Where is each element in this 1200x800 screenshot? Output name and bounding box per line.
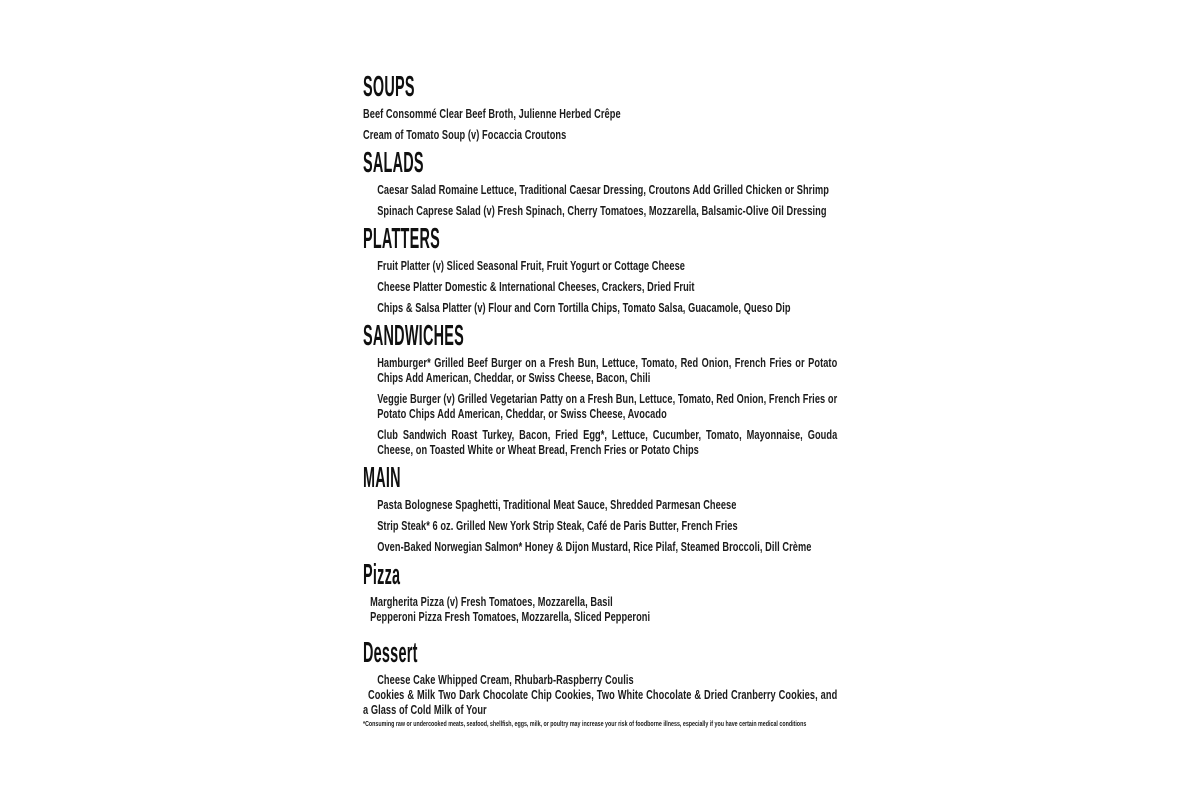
menu-item-pasta-bolognese: Pasta Bolognese Spaghetti, Traditional Meat Sauce, Shredded Parmesan Cheese bbox=[377, 497, 737, 512]
section-title-pizza: Pizza bbox=[363, 559, 401, 591]
consumer-advisory-footnote: *Consuming raw or undercooked meats, seafood, shellfish, eggs, milk, or poultry may increase your risk of foodborne illness, especially if you have certain medical conditions bbox=[363, 719, 807, 728]
menu-item-beef-consomme: Beef Consommé Clear Beef Broth, Julienne Herbed Crêpe bbox=[363, 106, 621, 121]
section-title-sandwiches: SANDWICHES bbox=[363, 320, 464, 352]
menu-column bbox=[363, 72, 837, 736]
section-title-soups: SOUPS bbox=[363, 71, 415, 103]
menu-item-chips-salsa-platter: Chips & Salsa Platter (v) Flour and Corn Tortilla Chips, Tomato Salsa, Guacamole, Queso Dip bbox=[377, 300, 791, 315]
section-dessert bbox=[363, 638, 837, 717]
menu-item-hamburger: Hamburger* Grilled Beef Burger on a Fresh Bun, Lettuce, Tomato, Red Onion, French Fries or Potato Chips Add American, Cheddar, or Swiss Cheese, Bacon, Chili bbox=[377, 355, 838, 385]
menu-item-salmon: Oven-Baked Norwegian Salmon* Honey & Dijon Mustard, Rice Pilaf, Steamed Broccoli, Dill Crème bbox=[377, 539, 812, 554]
menu-item-veggie-burger: Veggie Burger (v) Grilled Vegetarian Patty on a Fresh Bun, Lettuce, Tomato, Red Onion, French Fries or Potato Chips Add American, Cheddar, or Swiss Cheese, Avocado bbox=[377, 391, 838, 421]
menu-item-cheese-platter: Cheese Platter Domestic & International Cheeses, Crackers, Dried Fruit bbox=[377, 279, 695, 294]
menu-item-caesar-salad: Caesar Salad Romaine Lettuce, Traditional Caesar Dressing, Croutons Add Grilled Chicken or Shrimp bbox=[377, 182, 829, 197]
section-title-dessert: Dessert bbox=[363, 637, 418, 669]
menu-item-tomato-soup: Cream of Tomato Soup (v) Focaccia Croutons bbox=[363, 127, 567, 142]
menu-item-club-sandwich: Club Sandwich Roast Turkey, Bacon, Fried Egg*, Lettuce, Cucumber, Tomato, Mayonnaise, Gouda Cheese, on Toasted White or Wheat Bread, French Fries or Potato Chips bbox=[377, 427, 838, 457]
menu-item-margherita-pizza: Margherita Pizza (v) Fresh Tomatoes, Mozzarella, Basil bbox=[370, 594, 613, 609]
section-pizza bbox=[363, 560, 837, 624]
section-sandwiches bbox=[363, 321, 837, 457]
section-title-main: MAIN bbox=[363, 462, 401, 494]
section-title-platters: PLATTERS bbox=[363, 223, 440, 255]
menu-item-cheese-cake: Cheese Cake Whipped Cream, Rhubarb-Raspberry Coulis bbox=[377, 672, 634, 687]
menu-item-cookies-milk: Cookies & Milk Two Dark Chocolate Chip Cookies, Two White Chocolate & Dried Cranberry Cookies, and a Glass of Cold Milk of Your bbox=[363, 687, 838, 717]
section-platters bbox=[363, 224, 837, 315]
menu-item-spinach-caprese: Spinach Caprese Salad (v) Fresh Spinach, Cherry Tomatoes, Mozzarella, Balsamic-Olive Oil Dressing bbox=[377, 203, 827, 218]
section-title-salads: SALADS bbox=[363, 147, 424, 179]
section-salads bbox=[363, 148, 837, 218]
menu-item-pepperoni-pizza: Pepperoni Pizza Fresh Tomatoes, Mozzarella, Sliced Pepperoni bbox=[370, 609, 651, 624]
section-soups bbox=[363, 72, 837, 142]
section-main bbox=[363, 463, 837, 554]
menu-item-strip-steak: Strip Steak* 6 oz. Grilled New York Strip Steak, Café de Paris Butter, French Fries bbox=[377, 518, 738, 533]
menu-item-fruit-platter: Fruit Platter (v) Sliced Seasonal Fruit, Fruit Yogurt or Cottage Cheese bbox=[377, 258, 686, 273]
